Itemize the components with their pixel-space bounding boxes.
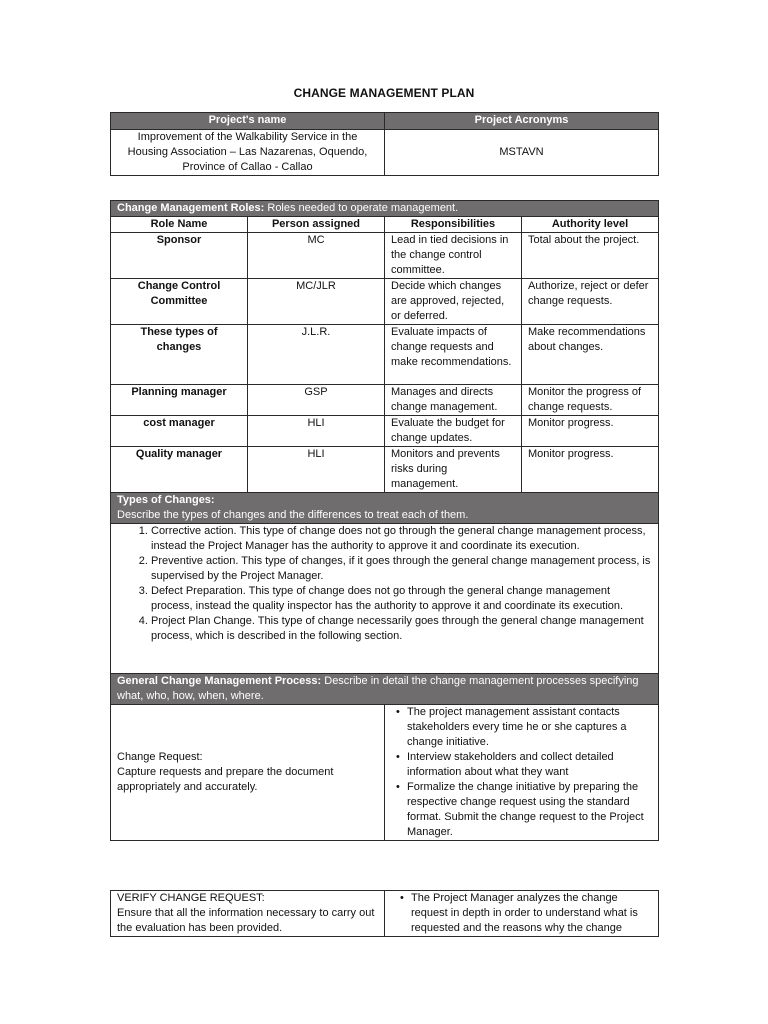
table-row: [111, 233, 659, 279]
role-authority: Total about the project.: [522, 233, 659, 279]
role-authority: Authorize, reject or defer change requests.: [522, 279, 659, 325]
list-item: 3. Defect Preparation. This type of change does not go through the general change management process, instead the quality inspector has the authority to approve it and coordinate its execution.: [151, 584, 652, 614]
types-list-cell: [111, 524, 659, 674]
role-responsibility: Lead in tied decisions in the change control committee.: [385, 233, 522, 279]
change-request-desc: Capture requests and prepare the document appropriately and accurately.: [117, 766, 334, 793]
table-row: [111, 385, 659, 416]
role-responsibility: Manages and directs change management.: [385, 385, 522, 416]
role-authority: Make recommendations about changes.: [522, 325, 659, 385]
role-person: MC: [248, 233, 385, 279]
role-person: HLI: [248, 416, 385, 447]
process-section-header: [111, 674, 659, 705]
change-request-title: Change Request:: [117, 751, 203, 763]
col-responsibilities: Responsibilities: [385, 217, 522, 233]
role-name: Quality manager: [111, 447, 248, 493]
role-name: These types of changes: [111, 325, 248, 385]
role-responsibility: Monitors and prevents risks during management.: [385, 447, 522, 493]
role-name: Change Control Committee: [111, 279, 248, 325]
verify-bullets: [411, 891, 654, 936]
table-row: [111, 416, 659, 447]
table-row: [111, 325, 659, 385]
project-acronym-header: Project Acronyms: [385, 113, 659, 130]
role-person: GSP: [248, 385, 385, 416]
col-person-assigned: Person assigned: [248, 217, 385, 233]
list-item: • Formalize the change initiative by preparing the respective change request using the standard format. Submit the change request to the Project Manager.: [407, 780, 654, 840]
process-section-label: General Change Management Process:: [117, 675, 322, 687]
col-role-name: Role Name: [111, 217, 248, 233]
table-row: [111, 447, 659, 493]
roles-section-header: [111, 201, 659, 217]
list-item: [411, 891, 654, 936]
verify-desc: Ensure that all the information necessary to carry out the evaluation has been provided.: [117, 907, 375, 934]
role-authority: Monitor progress.: [522, 447, 659, 493]
verify-title: VERIFY CHANGE REQUEST:: [117, 892, 265, 904]
col-authority-level: Authority level: [522, 217, 659, 233]
role-authority: Monitor the progress of change requests.: [522, 385, 659, 416]
list-item: 4. Project Plan Change. This type of change necessarily goes through the general change management process, which is described in the following section.: [151, 614, 652, 644]
types-section-label: Types of Changes:: [117, 494, 215, 506]
table-row: [111, 279, 659, 325]
roles-section-desc: Roles needed to operate management.: [264, 202, 459, 214]
role-name: Planning manager: [111, 385, 248, 416]
verify-table: [110, 890, 659, 937]
types-list: [117, 524, 652, 644]
project-name-value: Improvement of the Walkability Service in the Housing Association – Las Nazarenas, Oquendo, Province of Callao - Callao: [111, 130, 385, 176]
role-person: J.L.R.: [248, 325, 385, 385]
roles-table: [110, 200, 659, 841]
project-name-header: Project's name: [111, 113, 385, 130]
role-responsibility: Decide which changes are approved, rejected, or deferred.: [385, 279, 522, 325]
list-item: 1. Corrective action. This type of change does not go through the general change management process, instead the Project Manager has the authority to approve it and coordinate its execution.: [151, 524, 652, 554]
role-responsibility: Evaluate the budget for change updates.: [385, 416, 522, 447]
role-person: MC/JLR: [248, 279, 385, 325]
role-person: HLI: [248, 447, 385, 493]
role-name: Sponsor: [111, 233, 248, 279]
verify-steps: [385, 891, 659, 937]
change-request-cell: [111, 705, 385, 841]
role-authority: Monitor progress.: [522, 416, 659, 447]
role-responsibility: Evaluate impacts of change requests and make recommendations.: [385, 325, 522, 385]
project-table: [110, 112, 659, 176]
types-section-header: [111, 493, 659, 524]
change-request-bullets: [389, 705, 654, 840]
list-item: 2. Preventive action. This type of changes, if it goes through the general change management process, is supervised by the Project Manager.: [151, 554, 652, 584]
role-name: cost manager: [111, 416, 248, 447]
list-item: • The project management assistant contacts stakeholders every time he or she captures a change initiative.: [407, 705, 654, 750]
page-title: CHANGE MANAGEMENT PLAN: [293, 86, 475, 100]
process-section-desc: Describe in detail the change management processes specifying what, who, how, when, where.: [117, 675, 639, 702]
change-request-steps: [385, 705, 659, 841]
verify-bullet-text: The Project Manager analyzes the change request in depth in order to understand what is requested and the reasons why the change: [411, 892, 638, 934]
project-acronym-value: MSTAVN: [385, 130, 659, 176]
roles-section-label: Change Management Roles:: [117, 202, 265, 214]
list-item: • Interview stakeholders and collect detailed information about what they want: [407, 750, 654, 780]
types-section-desc: Describe the types of changes and the differences to treat each of them.: [117, 509, 469, 521]
verify-cell: [111, 891, 385, 937]
